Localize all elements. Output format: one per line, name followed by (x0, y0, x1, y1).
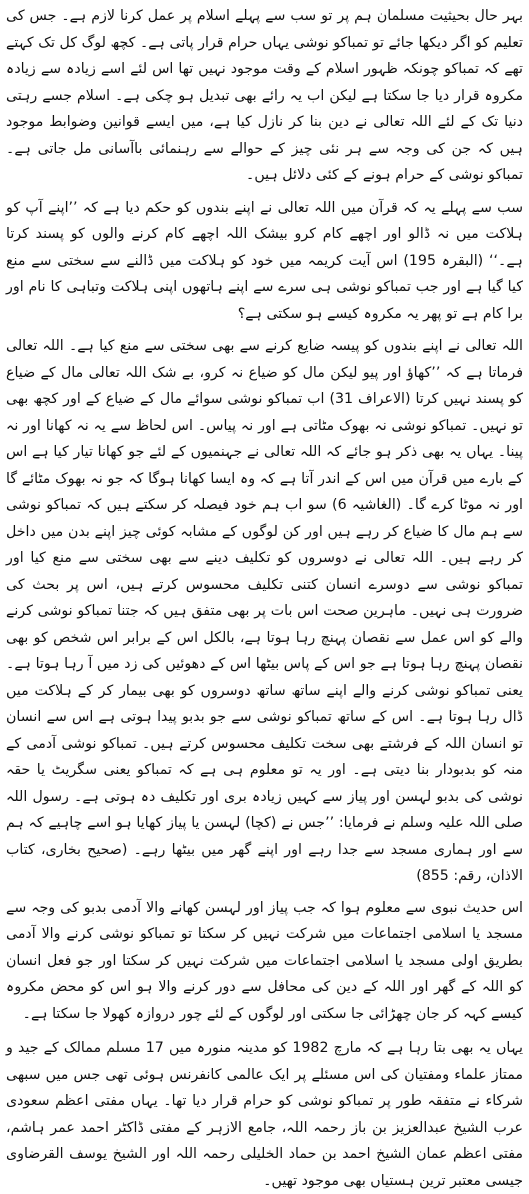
paragraph-5: یہاں یہ بھی بتا رہا ہے کہ مارچ 1982 کو مدینہ منورہ میں 17 مسلم ممالک کے جید و ممتاز علماء ومفتیان کی اس مسئلے پر ایک عالمی کانفرنس ہوئی تھی جس میں سبھی شرکاء نے متفقہ طور پر تمباکو نوشی کو حرام قرار دیا تھا۔ یہاں مفتی اعظم سعودی عرب الشیخ عبدالعزیز بن باز رحمہ اللہ، جامع الازہر کے مفتی ڈاکٹر احمد عمر ہاشم، مفتی اعظم عمان الشیخ احمد بن حماد الخلیلی رحمہ اللہ اور الشیخ یوسف القرضاوی جیسی معتبر ترین ہستیاں بھی موجود تھیں۔ (6, 1040, 523, 1189)
paragraph-2: سب سے پہلے یہ کہ قرآن میں اللہ تعالی نے اپنے بندوں کو حکم دیا ہے کہ ’’اپنے آپ کو ہلاکت میں نہ ڈالو اور اچھے کام کرو بیشک اللہ اچھے کام کرنے والوں کو پسند کرتا ہے۔‘‘ (البقرہ 195) اس آیت کریمہ میں خود کو ہلاکت میں ڈالنے سے سختی سے منع کیا گیا ہے اور جب تمباکو نوشی ہی سرے سے اپنے ہاتھوں اپنی ہلاکت وتباہی کا نام اور برا کام ہے تو پھر یہ مکروہ کیسے ہو سکتی ہے؟ (6, 199, 523, 322)
paragraph-1: بہر حال بحیثیت مسلمان ہم پر تو سب سے پہلے اسلام پر عمل کرنا لازم ہے۔ جس کی تعلیم کو اگر دیکھا جائے تو تمباکو نوشی یہاں حرام قرار پاتی ہے۔ کچھ لوگ کل تک کہتے تھے کہ تمباکو چونکہ ظہور اسلام کے وقت موجود نہیں تھا اس لئے اسے زیادہ سے زیادہ مکروہ قرار دیا جا سکتا ہے لیکن اب یہ رائے بھی تبدیل ہو چکی ہے۔ اسلام جسے رہتی دنیا تک کے لئے اللہ تعالی نے دین بنا کر نازل کیا ہے، میں ایسے قوانین وضوابط موجود ہیں کہ جن کی وجہ سے ہر نئی چیز کے حوالے سے رہنمائی باآسانی مل جاتی ہے۔ تمباکو نوشی کے حرام ہونے کے کئی دلائل ہیں۔ (6, 8, 523, 183)
paragraph-3: اللہ تعالی نے اپنے بندوں کو پیسہ ضایع کرنے سے بھی سختی سے منع کیا ہے۔ اللہ تعالی فرماتا ہے کہ ’’کھاؤ اور پیو لیکن مال کو ضیاع نہ کرو، بے شک اللہ تعالی مال کے ضیاع کو پسند نہیں کرتا (الاعراف 31) اب تمباکو نوشی سوائے مال کے ضیاع کے اور کچھ بھی تو نہیں۔ تمباکو نوشی نہ بھوک مٹاتی ہے اور نہ پیاس۔ اس لحاظ سے یہ نہ کھانا اور نہ پینا۔ یہاں یہ بھی ذکر ہو جائے کہ اللہ تعالی نے جہنمیوں کے لئے جو کھانا تیار کیا ہے اس کے بارے میں قرآن میں اس کے اندر آتا ہے کہ وہ ایسا کھانا ہوگا کہ جو نہ بھوک مٹائے گا اور نہ موٹا کرے گا۔ (الغاشیہ 6) سو اب ہم خود فیصلہ کر سکتے ہیں کہ تمباکو نوشی سے ہم مال کا ضیاع کر رہے ہیں اور کن لوگوں کے مشابہ کوئی چیز اپنے بدن میں داخل کر رہے ہیں۔ اللہ تعالی نے دوسروں کو تکلیف دینے سے بھی سختی سے منع کیا اور تمباکو نوشی سے دوسرے انسان کتنی تکلیف محسوس کرتے ہیں، اس پر بحث کی ضرورت ہی نہیں۔ ماہرین صحت اس بات پر بھی متفق ہیں کہ جتنا تمباکو نوشی کرنے والے کو اس عمل سے نقصان پہنچ رہا ہوتا ہے، بالکل اس کے برابر اس شخص کو بھی نقصان پہنچ رہا ہوتا ہے جو اس کے پاس بیٹھا اس کے دھوئیں کی زد میں آ رہا ہوتا ہے۔ یعنی تمباکو نوشی کرنے والے اپنے ساتھ ساتھ دوسروں کو بھی بیمار کر کے ہلاکت میں ڈال رہا ہوتا ہے۔ اس کے ساتھ تمباکو نوشی سے جو بدبو پیدا ہوتی ہے اس سے انسان تو انسان اللہ کے فرشتے بھی سخت تکلیف محسوس کرتے ہیں۔ تمباکو نوشی آدمی کے منہ کو بدبودار بنا دیتی ہے۔ اور یہ تو معلوم ہی ہے کہ تمباکو یعنی سگریٹ یا حقہ نوشی کی بدبو لہسن اور پیاز سے کہیں زیادہ بری اور تکلیف دہ ہوتی ہے۔ رسول اللہ صلی اللہ علیہ وسلم نے فرمایا: ’’جس نے (کچا) لہسن یا پیاز کھایا ہو اسے چاہیے کہ ہم سے اور ہماری مسجد سے جدا رہے اور اپنے گھر میں بیٹھا رہے۔ (صحیح بخاری، کتاب الاذان، رقم: 855) (6, 338, 523, 884)
paragraph-4: اس حدیث نبوی سے معلوم ہوا کہ جب پیاز اور لہسن کھانے والا آدمی بدبو کی وجہ سے مسجد یا اسلامی اجتماعات میں شرکت نہیں کر سکتا تو تمباکو نوشی کرنے والا آدمی بطریق اولی مسجد یا اسلامی اجتماعات میں شرکت نہیں کر سکتا اور جو فعل انسان کو اللہ کے گھر اور اللہ کے دین کی محافل سے دور کرنے والا ہو اس کو محض مکروہ کیسے کہہ کر جان چھڑائی جا سکتی اور لوگوں کے لئے چور دروازہ کھولا جا سکتا ہے۔ (6, 899, 523, 1022)
